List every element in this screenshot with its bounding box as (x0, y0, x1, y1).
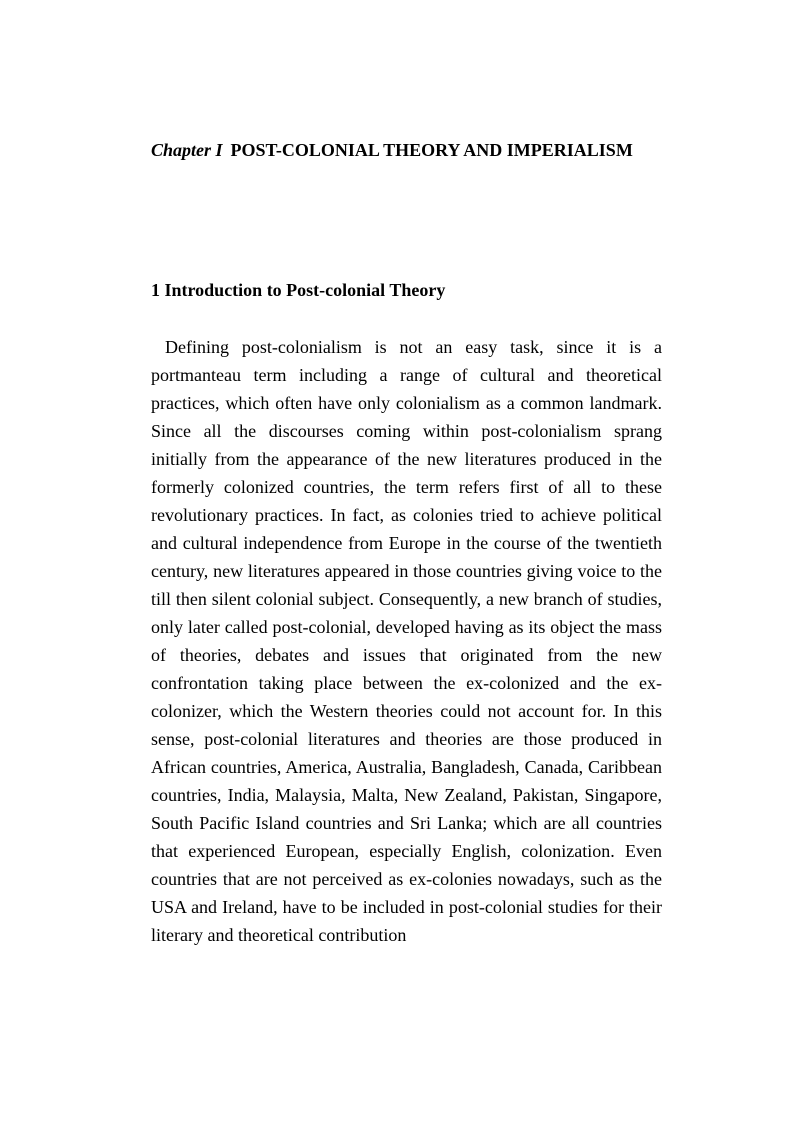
chapter-label: Chapter I (151, 140, 223, 160)
body-paragraph: Defining post-colonialism is not an easy task, since it is a portmanteau term including a range of cultural and theoretical practices, which often have only colonialism as a common landmark. Since all the discourses coming within post-colonialism sprang initially from the appearance of the new literatures produced in the formerly colonized countries, the term refers first of all to these revolutionary practices. In fact, as colonies tried to achieve political and cultural independence from Europe in the course of the twentieth century, new literatures appeared in those countries giving voice to the till then silent colonial subject. Consequently, a new branch of studies, only later called post-colonial, developed having as its object the mass of theories, debates and issues that originated from the new confrontation taking place between the ex-colonized and the ex-colonizer, which the Western theories could not account for. In this sense, post-colonial literatures and theories are those produced in African countries, America, Australia, Bangladesh, Canada, Caribbean countries, India, Malaysia, Malta, New Zealand, Pakistan, Singapore, South Pacific Island countries and Sri Lanka; which are all countries that experienced European, especially English, colonization. Even countries that are not perceived as ex-colonies nowadays, such as the USA and Ireland, have to be included in post-colonial studies for their literary and theoretical contribution (151, 337, 662, 945)
section-heading: 1 Introduction to Post-colonial Theory (151, 280, 446, 300)
chapter-title: POST-COLONIAL THEORY AND IMPERIALISM (230, 140, 633, 160)
chapter-heading (151, 139, 691, 161)
